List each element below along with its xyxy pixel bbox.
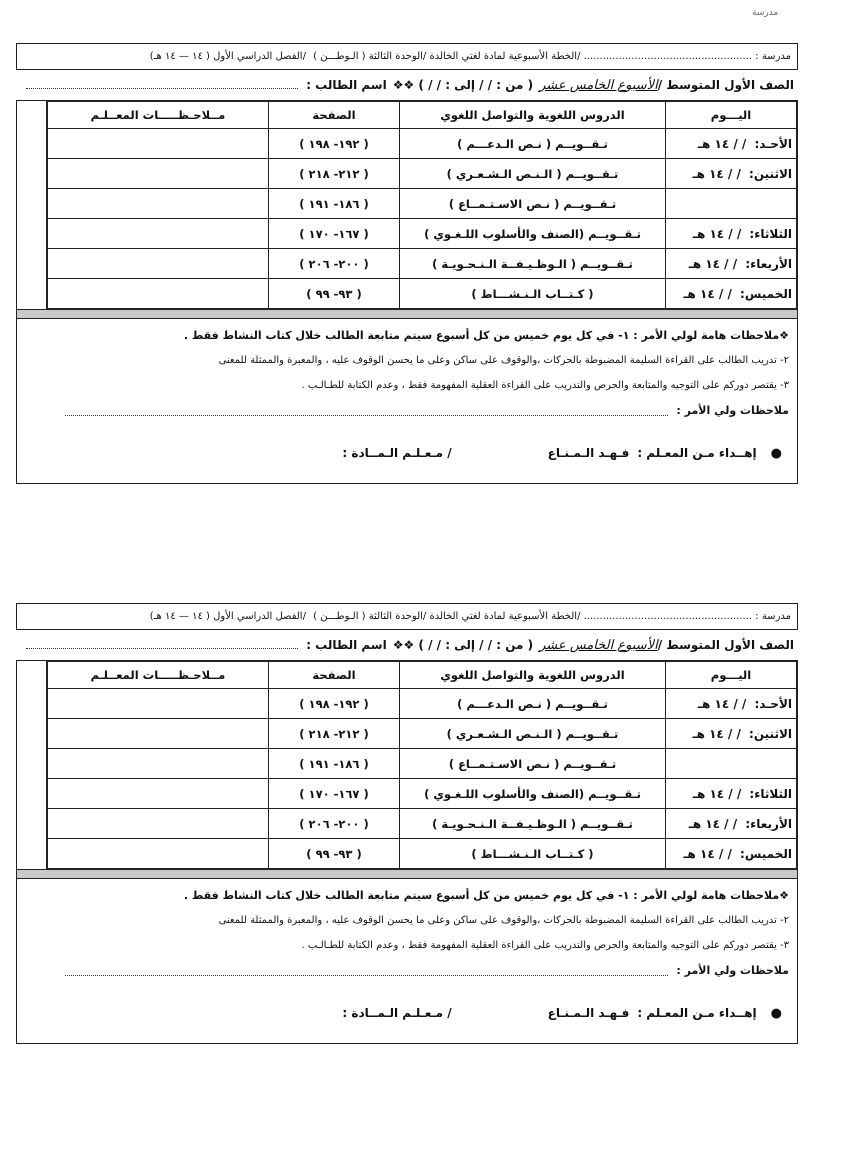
day-cell xyxy=(666,809,797,839)
page-cell: ( ٢١٢- ٢١٨ ) xyxy=(269,159,400,189)
table-row xyxy=(48,779,797,809)
plan-sheet xyxy=(16,43,798,484)
student-line xyxy=(16,630,798,660)
page-cell: ( ٩٣- ٩٩ ) xyxy=(269,279,400,309)
note-line-3: ٣- يقتصر دوركم على التوجيه والمتابعة والحرص والتدريب على القراءة العقلية المفهومة فقط ، وعدم الكتابة للطـالـب . xyxy=(301,940,789,951)
school-field: مدرسة : ..................................................... xyxy=(583,611,791,622)
important-notes xyxy=(17,879,797,983)
teacher-notes-cell xyxy=(48,249,269,279)
teacher-notes-cell xyxy=(48,279,269,309)
sheet-footer xyxy=(17,423,797,483)
lesson-cell: ( كـتــاب الـنـشـــاط ) xyxy=(400,839,666,869)
grade-label: الصف الأول المتوسط / xyxy=(657,638,794,652)
day-name: الخميس: xyxy=(740,286,792,301)
note-line-3: ٣- يقتصر دوركم على التوجيه والمتابعة والحرص والتدريب على القراءة العقلية المفهومة فقط ، وعدم الكتابة للطـالـب . xyxy=(301,380,789,391)
day-date: / / ١٤ هـ xyxy=(692,226,742,241)
lesson-cell: تـقــويــم ( الـوظـيـفــة الـنـحـويـة ) xyxy=(400,809,666,839)
teacher-notes-cell xyxy=(48,779,269,809)
day-name: الثلاثاء: xyxy=(749,786,792,801)
day-date: / / ١٤ هـ xyxy=(697,136,747,151)
day-cell xyxy=(666,249,797,279)
page-cell: ( ١٦٧- ١٧٠ ) xyxy=(269,779,400,809)
teacher-dedication-label: إهــداء مـن المعـلم : xyxy=(637,1006,757,1020)
table-row xyxy=(48,159,797,189)
date-range: ( من : / / إلى : / / ) ❖❖ xyxy=(392,78,534,92)
teacher-notes-cell xyxy=(48,129,269,159)
sheet-footer xyxy=(17,983,797,1043)
column-header-lessons: الدروس اللغوية والتواصل اللغوي xyxy=(400,662,666,689)
column-header-page: الصفحة xyxy=(269,102,400,129)
student-line xyxy=(16,70,798,100)
lessons-table xyxy=(47,661,797,869)
note-line-2: ٢- تدريب الطالب على القراءة السليمة المضبوطة بالحركات ،والوقوف على ساكن وعلى ما يحسن الوقوف عليه ، والمعبرة والممثلة للمعنى xyxy=(218,355,789,366)
column-header-lessons: الدروس اللغوية والتواصل اللغوي xyxy=(400,102,666,129)
left-margin-strip xyxy=(17,661,47,869)
day-date: / / ١٤ هـ xyxy=(683,286,732,301)
day-name: الأحـد: xyxy=(754,136,792,151)
parent-notes-label: ملاحظات ولي الأمر : xyxy=(676,964,789,977)
bullet-icon: ● xyxy=(770,1005,782,1021)
day-date: / / ١٤ هـ xyxy=(692,786,742,801)
day-date: / / ١٤ هـ xyxy=(697,696,747,711)
page-cell: ( ١٦٧- ١٧٠ ) xyxy=(269,219,400,249)
table-row xyxy=(48,189,797,219)
plan-title: /الخطة الأسبوعية لمادة لغتي الخالدة /الوحدة الثالثة ( الـوطـــن ) xyxy=(313,611,581,622)
table-area xyxy=(17,101,797,309)
plan-frame xyxy=(16,660,798,1044)
parent-notes-line xyxy=(25,958,789,983)
page-cell: ( ٢٠٠- ٢٠٦ ) xyxy=(269,809,400,839)
lesson-cell: تـقــويــم ( نـص الاسـتـمــاع ) xyxy=(400,189,666,219)
plan-frame xyxy=(16,100,798,484)
lesson-cell: تـقــويــم ( الـنـص الـشـعـري ) xyxy=(400,159,666,189)
teacher-notes-cell xyxy=(48,839,269,869)
student-name-dotted-line xyxy=(26,642,298,649)
student-name-dotted-line xyxy=(26,82,298,89)
table-row xyxy=(48,219,797,249)
day-date xyxy=(784,197,792,211)
week-label: الأسبوع الخامس عشر xyxy=(539,77,658,93)
teacher-notes-cell xyxy=(48,749,269,779)
table-header-row xyxy=(48,102,797,129)
day-date: / / ١٤ هـ xyxy=(688,256,738,271)
day-cell xyxy=(666,129,797,159)
subject-teacher-label: / مـعـلـم الـمــادة : xyxy=(342,1006,452,1020)
bullet-icon: ● xyxy=(770,445,782,461)
page-cell: ( ٢٠٠- ٢٠٦ ) xyxy=(269,249,400,279)
page-cell: ( ٢١٢- ٢١٨ ) xyxy=(269,719,400,749)
sheet-header xyxy=(16,603,798,630)
left-margin-strip xyxy=(17,101,47,309)
table-row xyxy=(48,279,797,309)
teacher-notes-cell xyxy=(48,219,269,249)
page-cell: ( ١٩٢- ١٩٨ ) xyxy=(269,129,400,159)
plan-title: /الخطة الأسبوعية لمادة لغتي الخالدة /الوحدة الثالثة ( الـوطـــن ) xyxy=(313,51,581,62)
parent-notes-label: ملاحظات ولي الأمر : xyxy=(676,404,789,417)
page-cell: ( ١٩٢- ١٩٨ ) xyxy=(269,689,400,719)
teacher-dedication-label: إهــداء مـن المعـلم : xyxy=(637,446,757,460)
column-header-day: اليـــوم xyxy=(666,662,797,689)
lesson-cell: تـقــويــم ( نـص الاسـتـمــاع ) xyxy=(400,749,666,779)
day-name: الأربعاء: xyxy=(745,256,792,271)
lesson-cell: تـقــويــم ( الـنـص الـشـعـري ) xyxy=(400,719,666,749)
parent-notes-dotted-line xyxy=(65,405,668,416)
parent-notes-line xyxy=(25,398,789,423)
sheet-header xyxy=(16,43,798,70)
day-cell xyxy=(666,189,797,219)
day-date: / / ١٤ هـ xyxy=(688,816,738,831)
student-name-label: اسم الطالب : xyxy=(306,78,387,92)
day-cell xyxy=(666,749,797,779)
plan-sheet xyxy=(16,603,798,1044)
table-row xyxy=(48,689,797,719)
day-cell xyxy=(666,279,797,309)
lesson-cell: تـقــويــم (الصنف والأسلوب اللـغـوي ) xyxy=(400,219,666,249)
column-header-teacher-notes: مــلاحـظـــــات المعــلـم xyxy=(48,102,269,129)
gray-divider xyxy=(17,869,797,879)
teacher-notes-cell xyxy=(48,809,269,839)
grade-label: الصف الأول المتوسط / xyxy=(657,78,794,92)
teacher-notes-cell xyxy=(48,719,269,749)
day-cell xyxy=(666,159,797,189)
teacher-name: فـهـد الـمـنـاع xyxy=(547,1006,630,1020)
term-label: /الفصل الدراسي الأول ( ١٤ — ١٤ هـ) xyxy=(149,51,306,62)
table-header-row xyxy=(48,662,797,689)
table-row xyxy=(48,809,797,839)
day-name: الأربعاء: xyxy=(745,816,792,831)
table-row xyxy=(48,719,797,749)
day-name: الاثنين: xyxy=(749,726,792,741)
day-date: / / ١٤ هـ xyxy=(692,726,741,741)
note-line-1: ❖ملاحظات هامة لولي الأمر : ١- في كل يوم خميس من كل أسبوع سيتم متابعة الطالب خلال كتاب النشاط فقط . xyxy=(183,329,789,342)
day-name: الاثنين: xyxy=(749,166,792,181)
week-label: الأسبوع الخامس عشر xyxy=(539,637,658,653)
day-name: الثلاثاء: xyxy=(749,226,792,241)
parent-notes-dotted-line xyxy=(65,965,668,976)
lesson-cell: تـقــويــم ( نـص الـدعـــم ) xyxy=(400,129,666,159)
page-cell: ( ٩٣- ٩٩ ) xyxy=(269,839,400,869)
student-name-label: اسم الطالب : xyxy=(306,638,387,652)
day-cell xyxy=(666,719,797,749)
column-header-teacher-notes: مــلاحـظـــــات المعــلـم xyxy=(48,662,269,689)
day-cell xyxy=(666,219,797,249)
day-date: / / ١٤ هـ xyxy=(692,166,741,181)
teacher-notes-cell xyxy=(48,689,269,719)
teacher-name: فـهـد الـمـنـاع xyxy=(547,446,630,460)
term-label: /الفصل الدراسي الأول ( ١٤ — ١٤ هـ) xyxy=(149,611,306,622)
column-header-day: اليـــوم xyxy=(666,102,797,129)
table-row xyxy=(48,129,797,159)
day-name: الخميس: xyxy=(740,846,792,861)
note-line-1: ❖ملاحظات هامة لولي الأمر : ١- في كل يوم خميس من كل أسبوع سيتم متابعة الطالب خلال كتاب النشاط فقط . xyxy=(183,889,789,902)
column-header-page: الصفحة xyxy=(269,662,400,689)
table-area xyxy=(17,661,797,869)
table-row xyxy=(48,839,797,869)
teacher-notes-cell xyxy=(48,159,269,189)
table-row xyxy=(48,249,797,279)
table-row xyxy=(48,749,797,779)
lesson-cell: تـقــويــم ( نـص الـدعـــم ) xyxy=(400,689,666,719)
school-field: مدرسة : ..................................................... xyxy=(583,51,791,62)
note-line-2: ٢- تدريب الطالب على القراءة السليمة المضبوطة بالحركات ،والوقوف على ساكن وعلى ما يحسن الوقوف عليه ، والمعبرة والممثلة للمعنى xyxy=(218,915,789,926)
gray-divider xyxy=(17,309,797,319)
lesson-cell: ( كـتــاب الـنـشـــاط ) xyxy=(400,279,666,309)
corner-mark: مدرسة xyxy=(752,8,779,18)
day-cell xyxy=(666,839,797,869)
lessons-table xyxy=(47,101,797,309)
subject-teacher-label: / مـعـلـم الـمــادة : xyxy=(342,446,452,460)
page-cell: ( ١٨٦- ١٩١ ) xyxy=(269,189,400,219)
day-cell xyxy=(666,779,797,809)
teacher-notes-cell xyxy=(48,189,269,219)
date-range: ( من : / / إلى : / / ) ❖❖ xyxy=(392,638,534,652)
lesson-cell: تـقــويــم (الصنف والأسلوب اللـغـوي ) xyxy=(400,779,666,809)
page-cell: ( ١٨٦- ١٩١ ) xyxy=(269,749,400,779)
day-cell xyxy=(666,689,797,719)
day-date xyxy=(784,757,792,771)
important-notes xyxy=(17,319,797,423)
lesson-cell: تـقــويــم ( الـوظـيـفــة الـنـحـويـة ) xyxy=(400,249,666,279)
day-name: الأحـد: xyxy=(754,696,792,711)
day-date: / / ١٤ هـ xyxy=(683,846,732,861)
